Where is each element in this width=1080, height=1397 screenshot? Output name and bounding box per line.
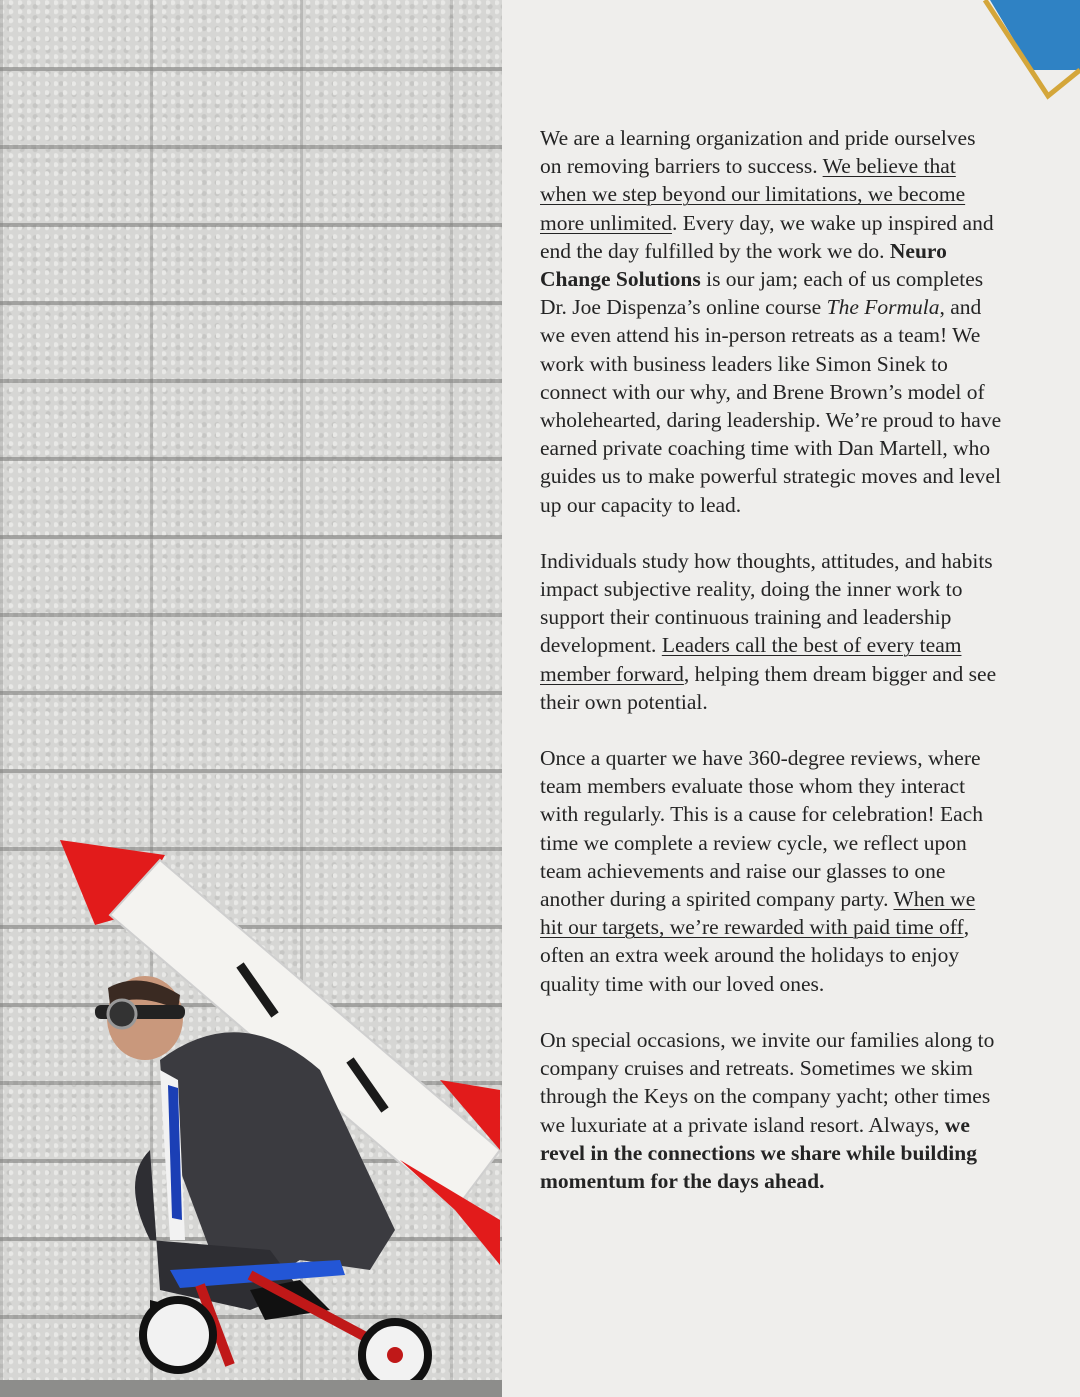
- photo-panel: [0, 0, 502, 1397]
- highlight-limitations: We believe that when we step beyond our limitations, we become more unlimited: [540, 154, 966, 235]
- course-title: The Formula: [826, 295, 940, 320]
- company-name: Neuro Change Solutions: [540, 238, 947, 292]
- highlight-paid-time-off: When we hit our targets, we’re rewarded with paid time off: [540, 887, 976, 940]
- body-text: [540, 124, 1002, 1223]
- paragraph-3: Once a quarter we have 360-degree reviews, where team members evaluate those whom they interact with regularly. This is a cause for celebration! Each time we complete a review cycle, we reflect upon team achievements and raise our glasses to one another during a spirited company party. When we hit our targets, we’re rewarded with paid time off, often an extra week around the holidays to enjoy quality time with our loved ones.: [540, 746, 983, 996]
- corner-decoration: [920, 0, 1080, 100]
- tricycle-icon: [143, 1260, 428, 1388]
- closing-statement: we revel in the connections we share while building momentum for the days ahead.: [540, 1112, 977, 1193]
- paragraph-1: We are a learning organization and pride ourselves on removing barriers to success. We believe that when we step beyond our limitations, we become more unlimited. Every day, we wake up inspired and end the day fulfilled by the work we do. Neuro Change Solutions is our jam; each of us completes Dr. Joe Dispenza’s online course The Formula, and we even attend his in-person retreats as a team! We work with business leaders like Simon Sinek to connect with our why, and Brene Brown’s model of wholehearted, daring leadership. We’re proud to have earned private coaching time with Dan Martell, who guides us to make powerful strategic moves and level up our capacity to lead.: [540, 126, 1002, 517]
- rocket-man-on-tricycle-image: [0, 820, 502, 1397]
- paragraph-2: Individuals study how thoughts, attitudes, and habits impact subjective reality, doing the inner work to support their continuous training and leadership development. Leaders call the best of every team member forward, helping them dream bigger and see their own potential.: [540, 548, 997, 714]
- highlight-leaders: Leaders call the best of every team member forward: [540, 633, 962, 686]
- paragraph-4: On special occasions, we invite our families along to company cruises and retreats. Sometimes we skim through the Keys on the company yacht; other times we luxuriate at a private island resort. Always, we revel in the connections we share while building momentum for the days ahead.: [540, 1027, 995, 1193]
